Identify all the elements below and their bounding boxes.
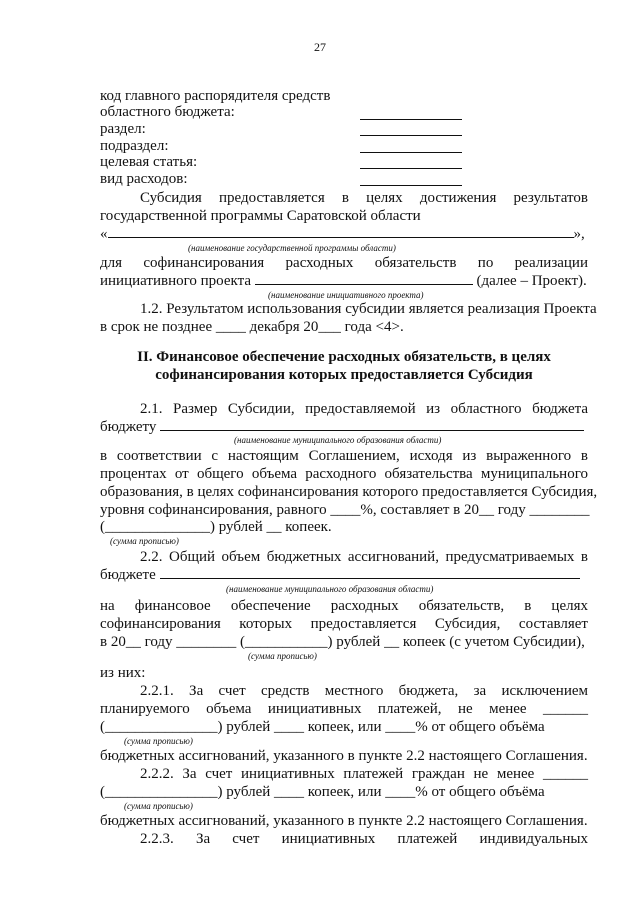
municipality-caption-2: (наименование муниципального образования области) [226,584,434,594]
citizen-payments-line-3: бюджетных ассигнований, указанного в пункте 2.2 настоящего Соглашения. [100,813,588,829]
program-name-caption: (наименование государственной программы области) [188,243,396,253]
subsidy-size-line-3: в соответствии с настоящим Соглашением, исходя из выраженного в [100,448,588,464]
local-budget-line-2: планируемого объема инициативных платежей, не менее ______ [100,701,588,717]
target-article-label: целевая статья: [100,154,198,170]
subsection-label: подраздел: [100,138,169,154]
code-label-1: код главного распорядителя средств [100,88,331,104]
subsidy-line-4: для софинансирования расходных обязательств по реализации [100,255,588,271]
subsidy-line-2: государственной программы Саратовской области [100,208,421,224]
section-label: раздел: [100,121,146,137]
individual-payments-line-1: 2.2.3. За счет инициативных платежей индивидуальных [140,831,588,847]
amount-words-caption-1: (сумма прописью) [110,536,179,546]
initiative-project-line: инициативного проекта (далее – Проект). [100,273,587,289]
code-label-2: областного бюджета: [100,104,235,120]
local-budget-line-4: бюджетных ассигнований, указанного в пункте 2.2 настоящего Соглашения. [100,748,588,764]
subsidy-size-line-1: 2.1. Размер Субсидии, предоставляемой из областного бюджета [140,401,588,417]
total-allocations-line-5: в 20__ году ________ (___________) рублей __ копеек (с учетом Субсидии), [100,634,585,650]
amount-words-caption-3: (сумма прописью) [124,736,193,746]
local-budget-line-3: (_______________) рублей ____ копеек, или ____% от общего объёма [100,719,545,735]
result-line-2: в срок не позднее ____ декабря 20___ года <4>. [100,319,404,335]
subsidy-line-1: Субсидия предоставляется в целях достижения результатов [140,190,588,206]
section-heading-line-1: II. Финансовое обеспечение расходных обязательств, в целях [137,349,551,365]
result-line-1: 1.2. Результатом использования субсидии является реализация Проекта [140,301,597,317]
subsidy-size-line-6: уровня софинансирования, равного ____%, составляет в 20__ году ________ [100,502,590,518]
code-blank-2 [360,134,462,136]
citizen-payments-line-1: 2.2.2. За счет инициативных платежей граждан не менее ______ [140,766,588,782]
program-name-line: « », [100,226,585,242]
budget-line-2: бюджете [100,566,588,584]
subsidy-size-line-5: образования, в целях софинансирования которого предоставляется Субсидия, [100,484,598,500]
page-number: 27 [314,40,326,54]
expense-type-label: вид расходов: [100,171,188,187]
subsidy-size-line-7: (______________) рублей __ копеек. [100,519,332,535]
of-which-label: из них: [100,665,146,681]
municipality-blank-1 [160,418,584,431]
total-allocations-line-3: на финансовое обеспечение расходных обязательств, в целях [100,598,588,614]
program-name-blank [108,225,574,238]
amount-words-caption-2: (сумма прописью) [248,651,317,661]
code-blank-5 [360,184,462,186]
municipality-blank-2 [160,566,580,579]
section-heading-line-2: софинансирования которых предоставляется Субсидия [155,367,533,383]
project-name-blank [255,272,473,285]
local-budget-line-1: 2.2.1. За счет средств местного бюджета, за исключением [140,683,588,699]
code-blank-4 [360,167,462,169]
amount-words-caption-4: (сумма прописью) [124,801,193,811]
budget-line: бюджету [100,418,588,436]
total-allocations-line-4: софинансирования которых предоставляется Субсидия, составляет [100,616,588,632]
total-allocations-line-1: 2.2. Общий объем бюджетных ассигнований, предусматриваемых в [140,549,588,565]
municipality-caption-1: (наименование муниципального образования области) [234,435,442,445]
subsidy-size-line-4: процентах от общего объема расходного обязательства муниципального [100,466,588,482]
citizen-payments-line-2: (_______________) рублей ____ копеек, или ____% от общего объёма [100,784,545,800]
project-name-caption: (наименование инициативного проекта) [268,290,424,300]
